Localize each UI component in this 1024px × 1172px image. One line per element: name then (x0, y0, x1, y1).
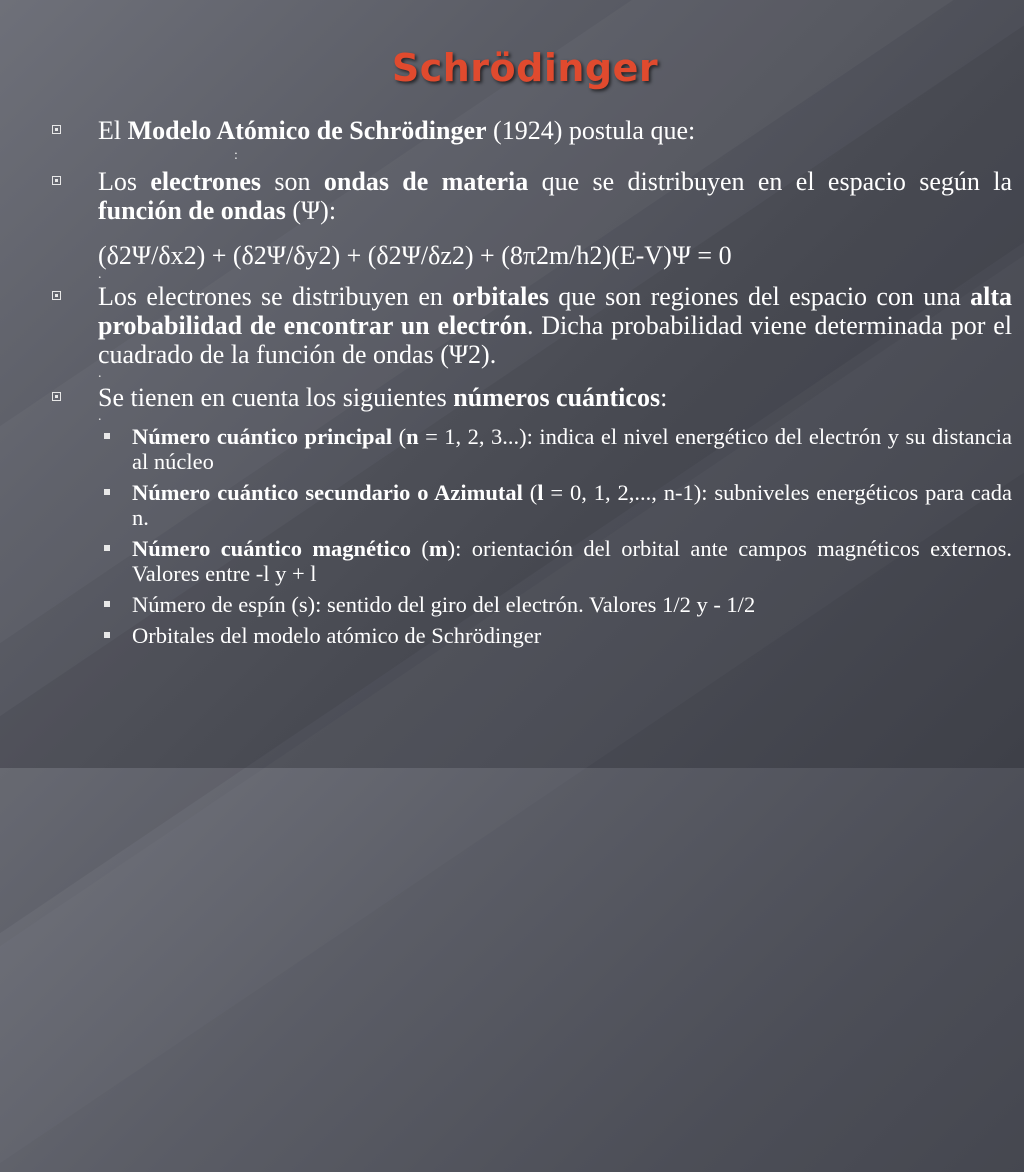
bullet-bold-text: orbitales (452, 282, 549, 311)
bullet-item (52, 116, 1012, 145)
sub-bullet-text: = 1, 2, 3...): indica el nivel energético del electrón y su distancia al núcleo (132, 424, 1012, 474)
sub-bullet-text: ): orientación del orbital ante campos magnéticos externos. Valores entre -l y + l (132, 536, 1012, 586)
bullet-text: El (98, 116, 128, 145)
bullet-text: son (261, 167, 324, 196)
sub-bullet-text: Número de espín (s): sentido del giro del electrón. Valores 1/2 y - 1/2 (132, 592, 756, 617)
sub-bullet-item (52, 480, 1012, 530)
sub-bullet-bold-text: n (406, 424, 419, 449)
sub-bullet-item (52, 424, 1012, 474)
bullet-text: Los (98, 167, 151, 196)
bullet-text: que se distribuyen en el espacio según la (528, 167, 1013, 196)
stray-mark: . (98, 267, 102, 282)
wave-equation: (δ2Ψ/δx2) + (δ2Ψ/δy2) + (δ2Ψ/δz2) + (8π2m/h2)(E-V)Ψ = 0 (98, 241, 732, 270)
sub-bullet-bold-text: m (428, 536, 448, 561)
sub-bullet-text: ( (411, 536, 429, 561)
slide-content (52, 116, 1012, 648)
sub-bullet-bold-text: Número cuántico magnético (132, 536, 412, 561)
bullet-text: : (660, 383, 668, 412)
bullet-bold-text: electrones (150, 167, 262, 196)
bullet-bold-text: números cuánticos (453, 383, 661, 412)
sub-bullet-item (52, 536, 1012, 586)
bullet-item (52, 383, 1012, 412)
sub-bullet-item (52, 623, 1012, 648)
square-bullet-icon (104, 489, 110, 495)
slide-title: Schrödinger (391, 46, 659, 90)
square-bullet-icon (104, 601, 110, 607)
bullet-text: que son regiones del espacio con una (548, 282, 971, 311)
bullet-text: (Ψ): (285, 196, 337, 225)
sub-bullet-text: Orbitales del modelo atómico de Schrödinger (132, 623, 542, 648)
bullet-text: (1924) postula que: (486, 116, 696, 145)
stray-mark: : (234, 148, 238, 163)
bullet-text: Los electrones se distribuyen en (98, 282, 453, 311)
bullet-item (52, 282, 1012, 369)
square-bullet-icon (52, 291, 61, 300)
square-bullet-icon (52, 176, 61, 185)
square-bullet-icon (52, 125, 61, 134)
square-bullet-icon (52, 392, 61, 401)
bullet-text: Se tienen en cuenta los siguientes (98, 383, 454, 412)
sub-bullet-bold-text: Número cuántico principal (132, 424, 393, 449)
bullet-bold-text: función de ondas (98, 196, 286, 225)
sub-bullet-text: ( (522, 480, 538, 505)
bullet-item (52, 167, 1012, 225)
bullet-bold-text: alta probabilidad de encontrar un electrón (98, 282, 1012, 340)
square-bullet-icon (104, 632, 110, 638)
sub-bullet-text: ( (392, 424, 407, 449)
sub-bullet-bold-text: Número cuántico secundario o Azimutal (132, 480, 523, 505)
square-bullet-icon (104, 545, 110, 551)
stray-mark: . (98, 366, 102, 381)
sub-bullet-item (52, 592, 1012, 617)
bullet-bold-text: ondas de materia (323, 167, 529, 196)
bullet-text: . Dicha probabilidad viene determinada por el cuadrado de la función de ondas (Ψ2). (98, 311, 1012, 369)
bullet-bold-text: Modelo Atómico de Schrödinger (127, 116, 487, 145)
sub-bullet-text: = 0, 1, 2,..., n-1): subniveles energéticos para cada n. (132, 480, 1012, 530)
sub-bullet-bold-text: l (537, 480, 544, 505)
square-bullet-icon (104, 433, 110, 439)
stray-mark: . (98, 409, 102, 424)
